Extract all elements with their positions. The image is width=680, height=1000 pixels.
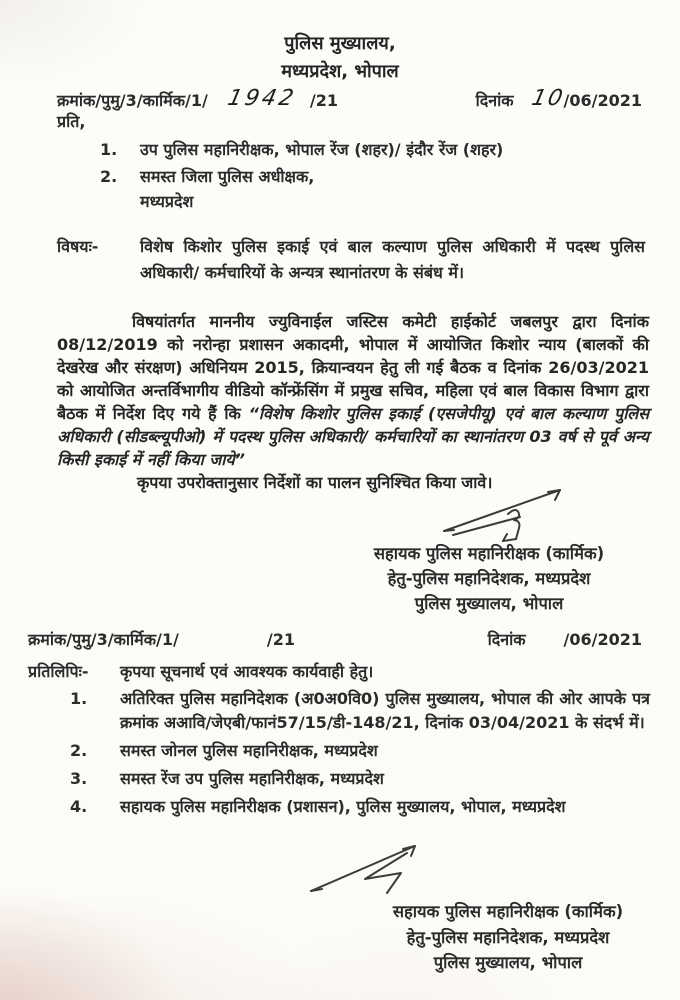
addressee-number: 1. bbox=[100, 140, 118, 159]
ref1-date-printed: /06/2021 bbox=[563, 91, 642, 110]
reference-line-2 bbox=[28, 628, 642, 651]
subject-label: विषयः- bbox=[57, 237, 99, 256]
addressee-item bbox=[100, 137, 660, 162]
copy-item bbox=[70, 767, 650, 791]
ref2-date-printed: /06/2021 bbox=[563, 630, 642, 649]
ref1-handwritten-number: 1942 bbox=[225, 86, 299, 111]
ref2-number-prefix: क्रमांक/पुमु/3/कार्मिक/1/ bbox=[28, 630, 179, 649]
copy-to-label: प्रतिलिपिः- bbox=[28, 662, 89, 681]
letterhead-line1: पुलिस मुख्यालय, bbox=[284, 33, 396, 54]
body-action-line: कृपया उपरोक्तानुसार निर्देशों का पालन सुनिश्चित किया जावे। bbox=[137, 473, 493, 492]
salutation: प्रति, bbox=[57, 112, 86, 131]
body-normal-text: विषयांतर्गत माननीय ज्युविनाईल जस्टिस कमेटी हाईकोर्ट जबलपुर द्वारा दिनांक 08/12/2019 को नरोन्हा प्रशासन अकादमी, भोपाल में आयोजित किशोर न्याय (बालकों की देखरेख और संरक्षण) अधिनियम 2015, क्रियान्वयन हेतु ली गई बैठक व दिनांक 26/03/2021 को आयोजित अन्तर्विभागीय वीडियो कॉन्फ्रेंसिंग में प्रमुख सचिव, महिला एवं बाल विकास विभाग द्वारा बैठक में निर्देश दिए गये हैं कि bbox=[57, 312, 649, 423]
body-paragraph bbox=[57, 310, 649, 471]
signatory-office: पुलिस मुख्यालय, भोपाल bbox=[433, 953, 583, 972]
signature-block-top bbox=[334, 541, 644, 616]
addressee-text bbox=[140, 164, 314, 214]
copy-item-number: 3. bbox=[70, 769, 88, 788]
signature-scribble-top bbox=[438, 484, 573, 548]
copy-list bbox=[70, 687, 650, 823]
subject-text: विशेष किशोर पुलिस इकाई एवं बाल कल्याण पुलिस अधिकारी में पदस्थ पुलिस अधिकारी/ कर्मचारियों के अन्यत्र स्थानांतरण के संबंध में। bbox=[140, 237, 645, 282]
copy-item-text: समस्त रेंज उप पुलिस महानिरीक्षक, मध्यप्रदेश bbox=[120, 769, 384, 788]
copy-item bbox=[70, 687, 650, 735]
copy-item-text: समस्त जोनल पुलिस महानिरीक्षक, मध्यप्रदेश bbox=[120, 741, 378, 760]
ref1-handwritten-date: 10 bbox=[528, 86, 567, 111]
addressee-text-line1: समस्त जिला पुलिस अधीक्षक, bbox=[140, 167, 315, 186]
ref1-number-prefix: क्रमांक/पुमु/3/कार्मिक/1/ bbox=[57, 91, 208, 110]
ref2-number-suffix: /21 bbox=[266, 630, 295, 649]
copy-item bbox=[70, 795, 650, 819]
subject-row bbox=[57, 234, 647, 286]
copy-item-number: 1. bbox=[70, 689, 88, 708]
copy-to-purpose: कृपया सूचनार्थ एवं आवश्यक कार्यवाही हेतु। bbox=[120, 662, 374, 681]
signatory-on-behalf: हेतु-पुलिस महानिदेशक, मध्यप्रदेश bbox=[406, 927, 610, 947]
signatory-designation: सहायक पुलिस महानिरीक्षक (कार्मिक) bbox=[373, 544, 605, 563]
copy-item bbox=[70, 739, 650, 763]
copy-item-text: सहायक पुलिस महानिरीक्षक (प्रशासन), पुलिस मुख्यालय, भोपाल, मध्यप्रदेश bbox=[120, 797, 566, 816]
signatory-designation: सहायक पुलिस महानिरीक्षक (कार्मिक) bbox=[392, 902, 624, 921]
addressee-text-line2: मध्यप्रदेश bbox=[140, 192, 194, 211]
signature-ink-icon bbox=[303, 839, 428, 897]
addressee-list bbox=[100, 137, 660, 216]
copy-to-row bbox=[28, 659, 373, 685]
letterhead-line2: मध्यप्रदेश, भोपाल bbox=[281, 61, 399, 82]
ref1-number-suffix: /21 bbox=[309, 91, 338, 110]
copy-item-number: 4. bbox=[70, 797, 88, 816]
body-quoted-directive: “विशेष किशोर पुलिस इकाई (एसजेपीयू) एवं बाल कल्याण पुलिस अधिकारी (सीडब्ल्यूपीओ) में पदस्थ पुलिस अधिकारी/ कर्मचारियों का स्थानांतरण 03 वर्ष से पूर्व अन्य किसी इकाई में नहीं किया जाये” bbox=[57, 404, 650, 469]
signature-block-bottom bbox=[358, 899, 658, 976]
signature-scribble-bottom bbox=[303, 839, 428, 903]
reference-line-1 bbox=[57, 88, 642, 112]
body-text bbox=[57, 310, 649, 494]
copy-item-text: अतिरिक्त पुलिस महानिदेशक (अ0अ0वि0) पुलिस मुख्यालय, भोपाल की ओर आपके पत्र क्रमांक अआवि/जेएबी/फानं57/15/डी-148/21, दिनांक 03/04/2021 के संदर्भ में। bbox=[120, 689, 650, 732]
letterhead bbox=[0, 30, 680, 86]
addressee-item bbox=[100, 164, 660, 214]
ref1-date-label: दिनांक bbox=[475, 91, 514, 110]
signatory-on-behalf: हेतु-पुलिस महानिदेशक, मध्यप्रदेश bbox=[387, 569, 591, 588]
addressee-text: उप पुलिस महानिरीक्षक, भोपाल रेंज (शहर)/ इंदौर रेंज (शहर) bbox=[140, 140, 504, 159]
addressee-number: 2. bbox=[100, 167, 118, 186]
copy-item-number: 2. bbox=[70, 741, 88, 760]
signature-ink-icon bbox=[438, 484, 573, 542]
ref2-date-label: दिनांक bbox=[487, 630, 526, 649]
signatory-office: पुलिस मुख्यालय, भोपाल bbox=[414, 594, 564, 613]
